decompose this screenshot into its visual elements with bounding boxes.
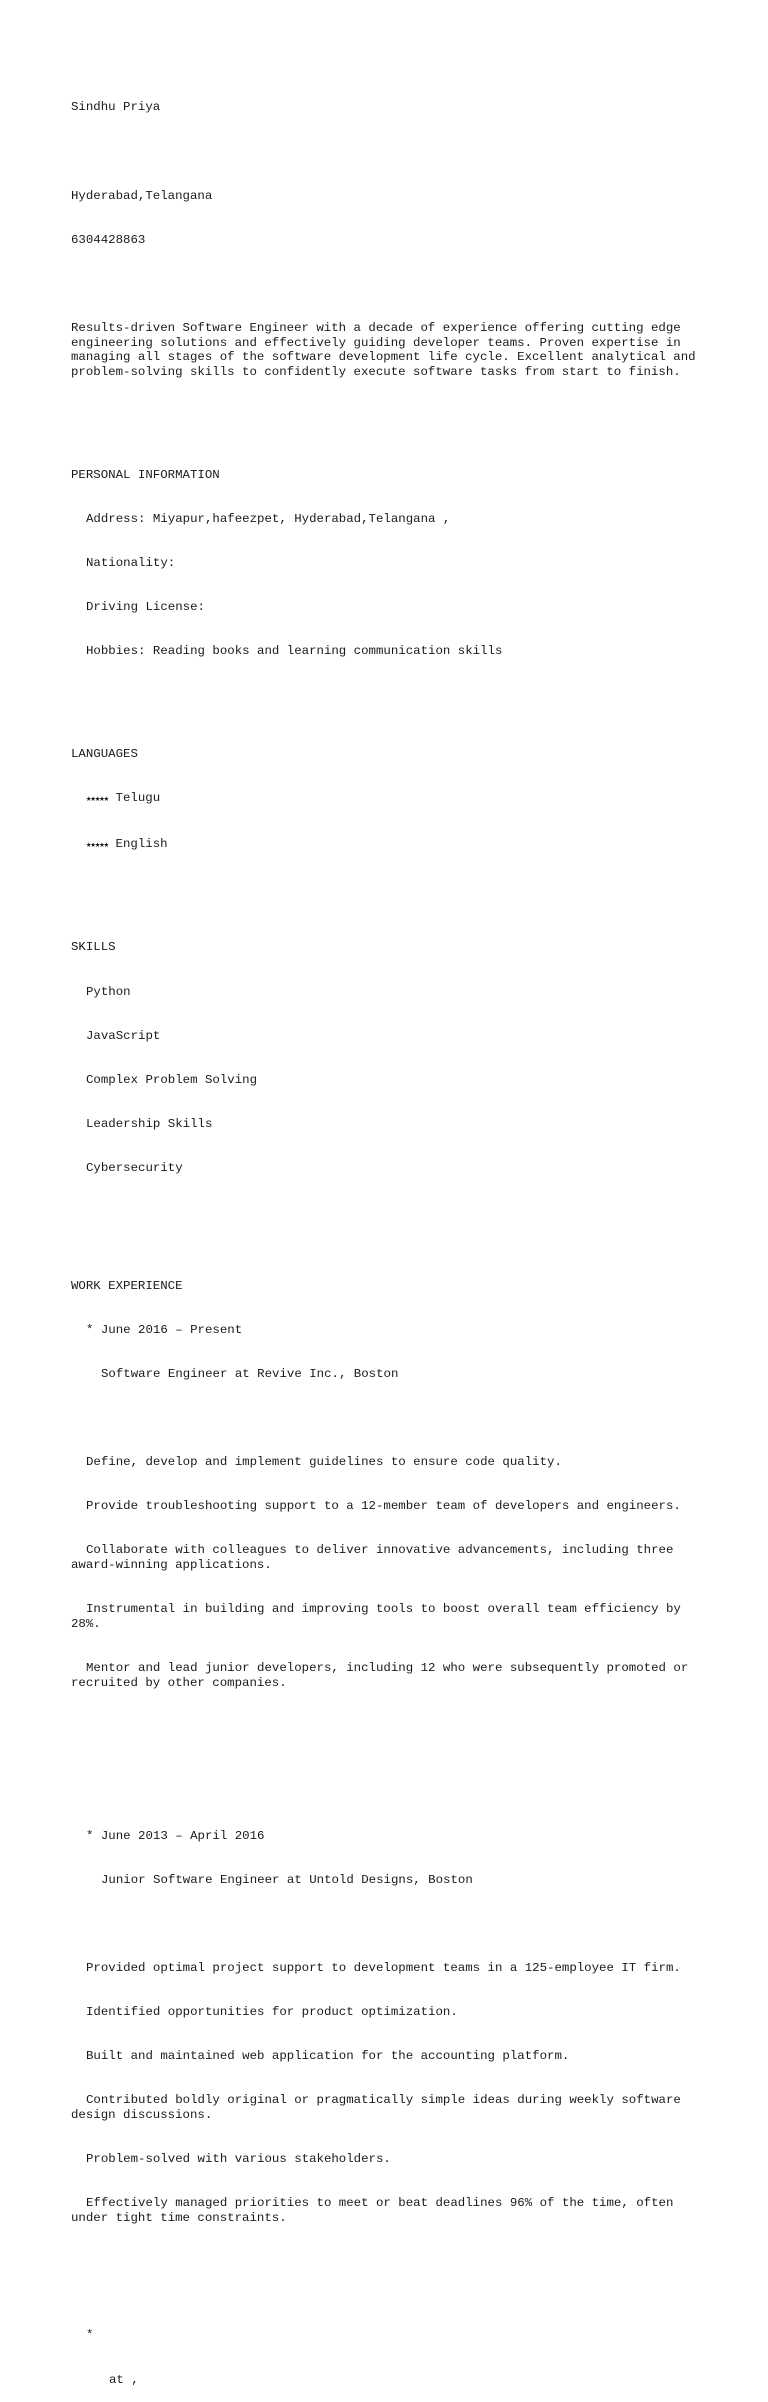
job-duty: Collaborate with colleagues to deliver innovative advancements, including three award-winning applications.	[71, 1543, 681, 1572]
spacer	[71, 145, 711, 160]
personal-nationality: Nationality:	[86, 556, 176, 571]
skill-item: JavaScript	[86, 1028, 161, 1043]
language-name: Telugu	[115, 791, 161, 806]
spacer	[71, 1411, 711, 1426]
job-title: Junior Software Engineer at Untold Designs, Boston	[101, 1872, 473, 1887]
skill-item: Python	[86, 984, 131, 999]
job-duty: Effectively managed priorities to meet or beat deadlines 96% of the time, often under tight time constraints.	[71, 2196, 681, 2225]
job-title: at ,	[109, 2372, 139, 2387]
skill-item: Complex Problem Solving	[86, 1072, 258, 1087]
spacer	[71, 2255, 711, 2284]
job-duty: Define, develop and implement guidelines to ensure code quality.	[86, 1454, 562, 1469]
job-duty: Contributed boldly original or pragmatically simple ideas during weekly software design discussions.	[71, 2093, 689, 2122]
spacer	[71, 1917, 711, 1932]
spacer	[71, 1720, 711, 1749]
spacer	[71, 1778, 711, 1784]
summary-paragraph: Results-driven Software Engineer with a decade of experience offering cutting edge engineering solutions and effectively guiding developer teams. Proven expertise in managing all stages of the software development life cycle. Excellent analytical and problem-solving skills to confidently execute software tasks from start to finish.	[71, 320, 704, 380]
star-rating-icon: ★★★★★	[86, 794, 109, 805]
work-experience-heading: WORK EXPERIENCE	[71, 1278, 183, 1293]
languages-heading: LANGUAGES	[71, 747, 138, 762]
job-duty: Provide troubleshooting support to a 12-member team of developers and engineers.	[86, 1499, 681, 1514]
job-title: Software Engineer at Revive Inc., Boston	[101, 1366, 399, 1381]
spacer	[71, 688, 711, 703]
spacer	[71, 882, 711, 897]
language-item	[71, 837, 711, 853]
job-duty: Mentor and lead junior developers, including 12 who were subsequently promoted or recruited by other companies.	[71, 1660, 696, 1690]
personal-driving-license: Driving License:	[86, 600, 205, 615]
star-rating-icon: ★★★★★	[86, 839, 109, 850]
personal-hobbies: Hobbies: Reading books and learning communication skills	[86, 644, 503, 659]
candidate-phone: 6304428863	[71, 232, 146, 247]
job-duty: Problem-solved with various stakeholders.	[86, 2152, 391, 2166]
job-duty: Identified opportunities for product optimization.	[86, 2004, 458, 2019]
job-dates: *	[86, 2328, 94, 2343]
candidate-location: Hyderabad,Telangana	[71, 188, 213, 203]
resume-document	[71, 71, 711, 2402]
job-duty: Built and maintained web application for the accounting platform.	[86, 2049, 570, 2064]
language-name: English	[115, 836, 168, 851]
spacer	[71, 409, 711, 424]
spacer	[71, 277, 711, 292]
skills-heading: SKILLS	[71, 940, 116, 955]
job-duty: Instrumental in building and improving tools to boost overall team efficiency by 28%.	[71, 1602, 689, 1631]
personal-address: Address: Miyapur,hafeezpet, Hyderabad,Telangana ,	[86, 512, 451, 527]
job-dates: * June 2016 – Present	[86, 1322, 243, 1337]
job-dates: * June 2013 – April 2016	[86, 1828, 265, 1843]
skill-item: Cybersecurity	[86, 1160, 183, 1175]
spacer	[71, 1205, 711, 1234]
personal-info-heading: PERSONAL INFORMATION	[71, 467, 220, 482]
skill-item: Leadership Skills	[86, 1116, 213, 1131]
language-item	[71, 791, 711, 807]
candidate-name: Sindhu Priya	[71, 100, 161, 115]
job-duty: Provided optimal project support to development teams in a 125-employee IT firm.	[86, 1960, 681, 1975]
